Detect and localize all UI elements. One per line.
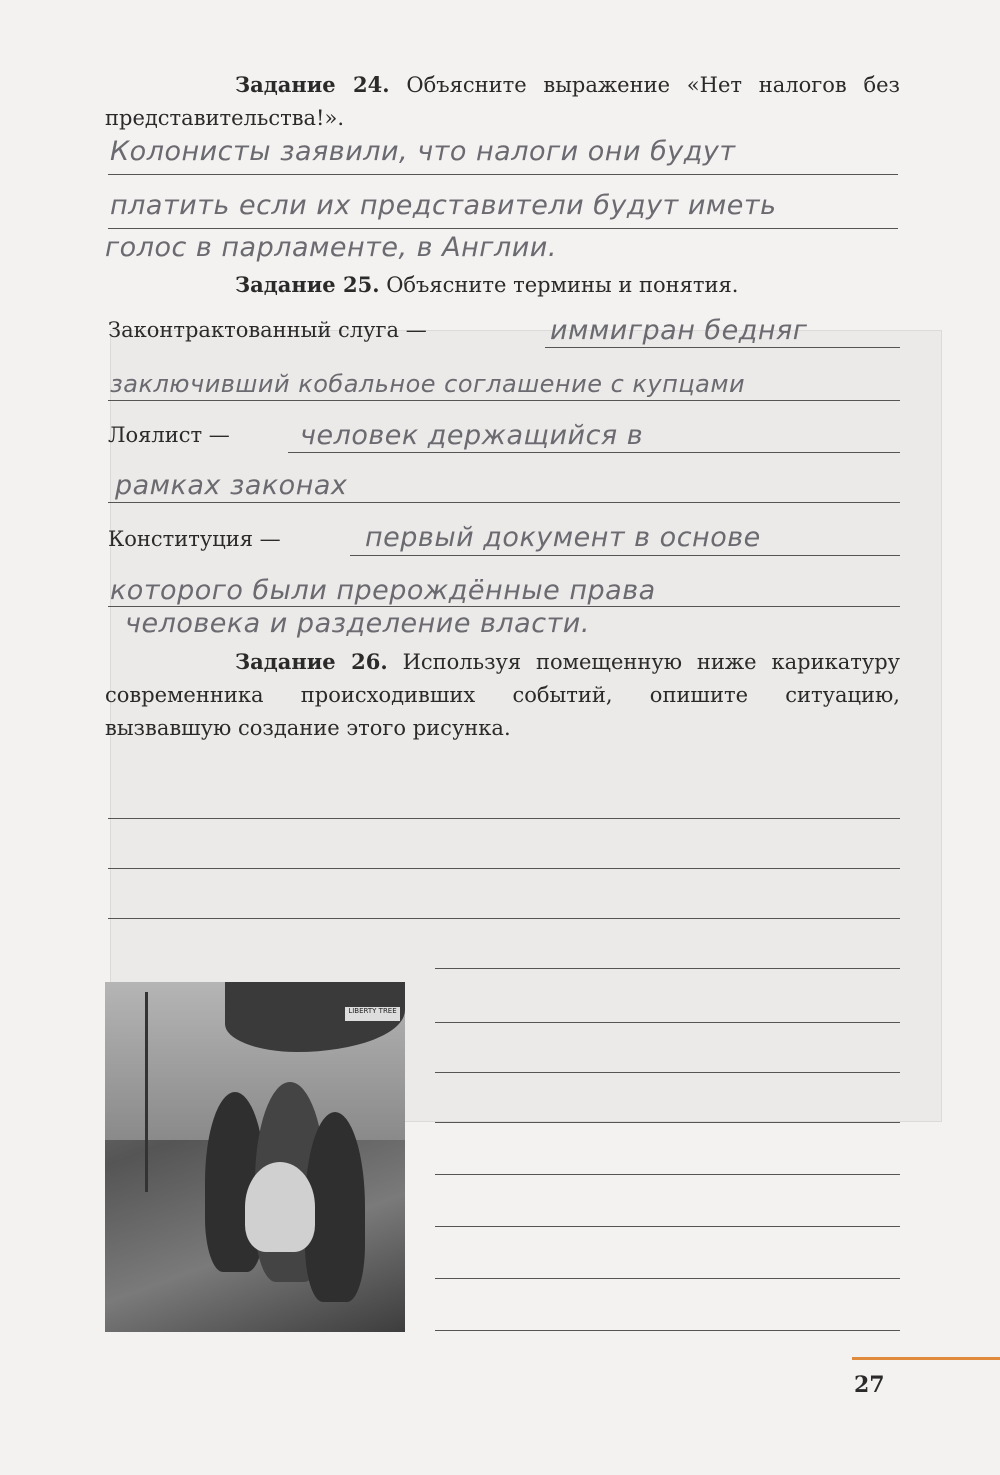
- term-2-answer-line-2[interactable]: рамках законах: [115, 470, 348, 501]
- task-26-label: Задание 26.: [235, 649, 388, 674]
- answer-line: [108, 502, 900, 503]
- answer-line: [108, 606, 900, 607]
- term-3-answer-line-3[interactable]: человека и разделение власти.: [125, 608, 590, 639]
- page-accent-line: [852, 1357, 1000, 1360]
- task-24-answer-line-1[interactable]: Колонисты заявили, что налоги они будут: [110, 136, 736, 167]
- answer-line[interactable]: [435, 968, 900, 969]
- caricature-image: [105, 982, 405, 1332]
- answer-line[interactable]: [435, 1072, 900, 1073]
- tarred-figure: [245, 1162, 315, 1252]
- answer-line[interactable]: [435, 1174, 900, 1175]
- task-25-text: Объясните термины и понятия.: [379, 273, 739, 297]
- task-24-label: Задание 24.: [235, 72, 390, 97]
- term-2-answer-line-1[interactable]: человек держащийся в: [300, 420, 644, 451]
- liberty-tree-sign: LIBERTY TREE: [345, 1007, 400, 1021]
- answer-line: [545, 347, 900, 348]
- answer-line[interactable]: [435, 1122, 900, 1123]
- term-constitution: Конституция —: [108, 527, 281, 551]
- term-1-answer-line-2[interactable]: заключивший кобальное соглашение с купцами: [110, 370, 746, 398]
- answer-line[interactable]: [435, 1022, 900, 1023]
- ship-mast: [145, 992, 148, 1192]
- term-3-answer-line-2[interactable]: которого были прерождённые права: [110, 575, 656, 606]
- term-loyalist: Лоялист —: [108, 423, 230, 447]
- answer-line: [288, 452, 900, 453]
- answer-line: [350, 555, 900, 556]
- task-26-text: Используя помещенную ниже карикатуру современника происходивших событий, опишите ситуацию, вызвавшую создание этого рисунка.: [105, 650, 900, 740]
- task-24-prompt: [105, 68, 900, 135]
- page-number: 27: [854, 1372, 885, 1398]
- answer-line[interactable]: [108, 918, 900, 919]
- answer-line: [108, 228, 898, 229]
- answer-line[interactable]: [108, 868, 900, 869]
- task-25-label: Задание 25.: [235, 272, 380, 297]
- task-24-text: Объясните выражение «Нет налогов без представительства!».: [105, 73, 900, 130]
- answer-line[interactable]: [108, 818, 900, 819]
- task-24-answer-line-3[interactable]: голос в парламенте, в Англии.: [105, 232, 557, 263]
- task-26-prompt: [105, 645, 900, 745]
- answer-line[interactable]: [435, 1330, 900, 1331]
- term-1-answer-line-1[interactable]: иммигран бедняг: [550, 315, 808, 346]
- task-24-answer-line-2[interactable]: платить если их представители будут иметь: [110, 190, 777, 221]
- answer-line: [108, 400, 900, 401]
- term-3-answer-line-1[interactable]: первый документ в основе: [365, 522, 761, 553]
- answer-line[interactable]: [435, 1226, 900, 1227]
- task-25-prompt: [105, 268, 900, 302]
- answer-line[interactable]: [435, 1278, 900, 1279]
- answer-line: [108, 174, 898, 175]
- term-indentured-servant: Законтрактованный слуга —: [108, 318, 427, 342]
